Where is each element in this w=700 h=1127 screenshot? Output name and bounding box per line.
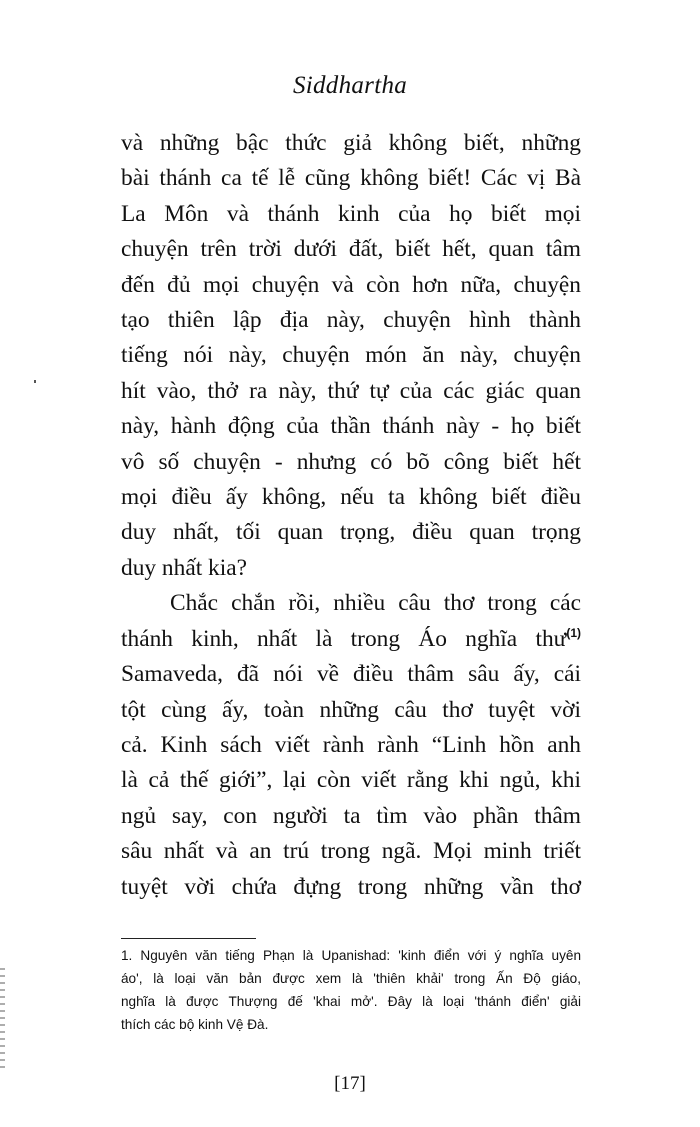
footnote-line: 1. Nguyên văn tiếng Phạn là Upanishad: 'kinh điển với ý nghĩa uyên xyxy=(121,948,581,963)
body-text xyxy=(121,126,581,905)
footnote-line: áo', là loại văn bản được xem là 'thiên khải' trong Ấn Độ giáo, xyxy=(121,971,581,986)
footnote-line: nghĩa là được Thượng đế 'khai mở'. Đây là loại 'thánh điển' giải xyxy=(121,994,581,1009)
body-line: hít vào, thở ra này, thứ tự của các giác quan xyxy=(121,377,581,404)
body-line: và những bậc thức giả không biết, những xyxy=(121,130,581,156)
footnote xyxy=(121,944,581,1036)
body-line: mọi điều ấy không, nếu ta không biết điều xyxy=(121,484,581,511)
running-title: Siddhartha xyxy=(292,72,408,99)
body-line: chuyện trên trời dưới đất, biết hết, quan tâm xyxy=(121,236,581,263)
scan-edge-marks xyxy=(0,968,5,1068)
body-line: Chắc chắn rồi, nhiều câu thơ trong các xyxy=(170,590,581,617)
body-line: Samaveda, đã nói về điều thâm sâu ấy, cái xyxy=(121,661,581,688)
body-line: đến đủ mọi chuyện và còn hơn nữa, chuyện xyxy=(121,271,581,298)
body-line: duy nhất kia? xyxy=(121,554,248,581)
body-line: bài thánh ca tế lễ cũng không biết! Các vị Bà xyxy=(121,165,581,192)
footnote-reference: (1) xyxy=(566,625,581,640)
body-line: tột cùng ấy, toàn những câu thơ tuyệt vời xyxy=(121,696,581,723)
body-line: duy nhất, tối quan trọng, điều quan trọng xyxy=(121,519,581,546)
body-line: La Môn và thánh kinh của họ biết mọi xyxy=(121,200,581,227)
body-line: là cả thế giới”, lại còn viết rằng khi ngủ, khi xyxy=(121,767,581,794)
body-line: tuyệt vời chứa đựng trong những vần thơ xyxy=(121,873,581,900)
scan-speck xyxy=(34,380,36,383)
page-number: [17] xyxy=(334,1073,366,1094)
footnote-line: thích các bộ kinh Vệ Đà. xyxy=(121,1017,269,1032)
body-line: cả. Kinh sách viết rành rành “Linh hồn anh xyxy=(121,731,581,758)
body-line: tiếng nói này, chuyện món ăn này, chuyện xyxy=(121,342,581,369)
body-line: tạo thiên lập địa này, chuyện hình thành xyxy=(121,307,581,334)
body-line: ngủ say, con người ta tìm vào phần thâm xyxy=(121,802,581,829)
body-line: sâu nhất và an trú trong ngã. Mọi minh triết xyxy=(121,838,581,865)
footnote-divider xyxy=(121,938,256,939)
body-line-with-footnote xyxy=(121,622,581,657)
body-line: vô số chuyện - nhưng có bõ công biết hết xyxy=(121,448,581,475)
body-line: này, hành động của thần thánh này - họ biết xyxy=(121,413,581,440)
body-line-text: thánh kinh, nhất là trong Áo nghĩa thư xyxy=(121,625,567,652)
